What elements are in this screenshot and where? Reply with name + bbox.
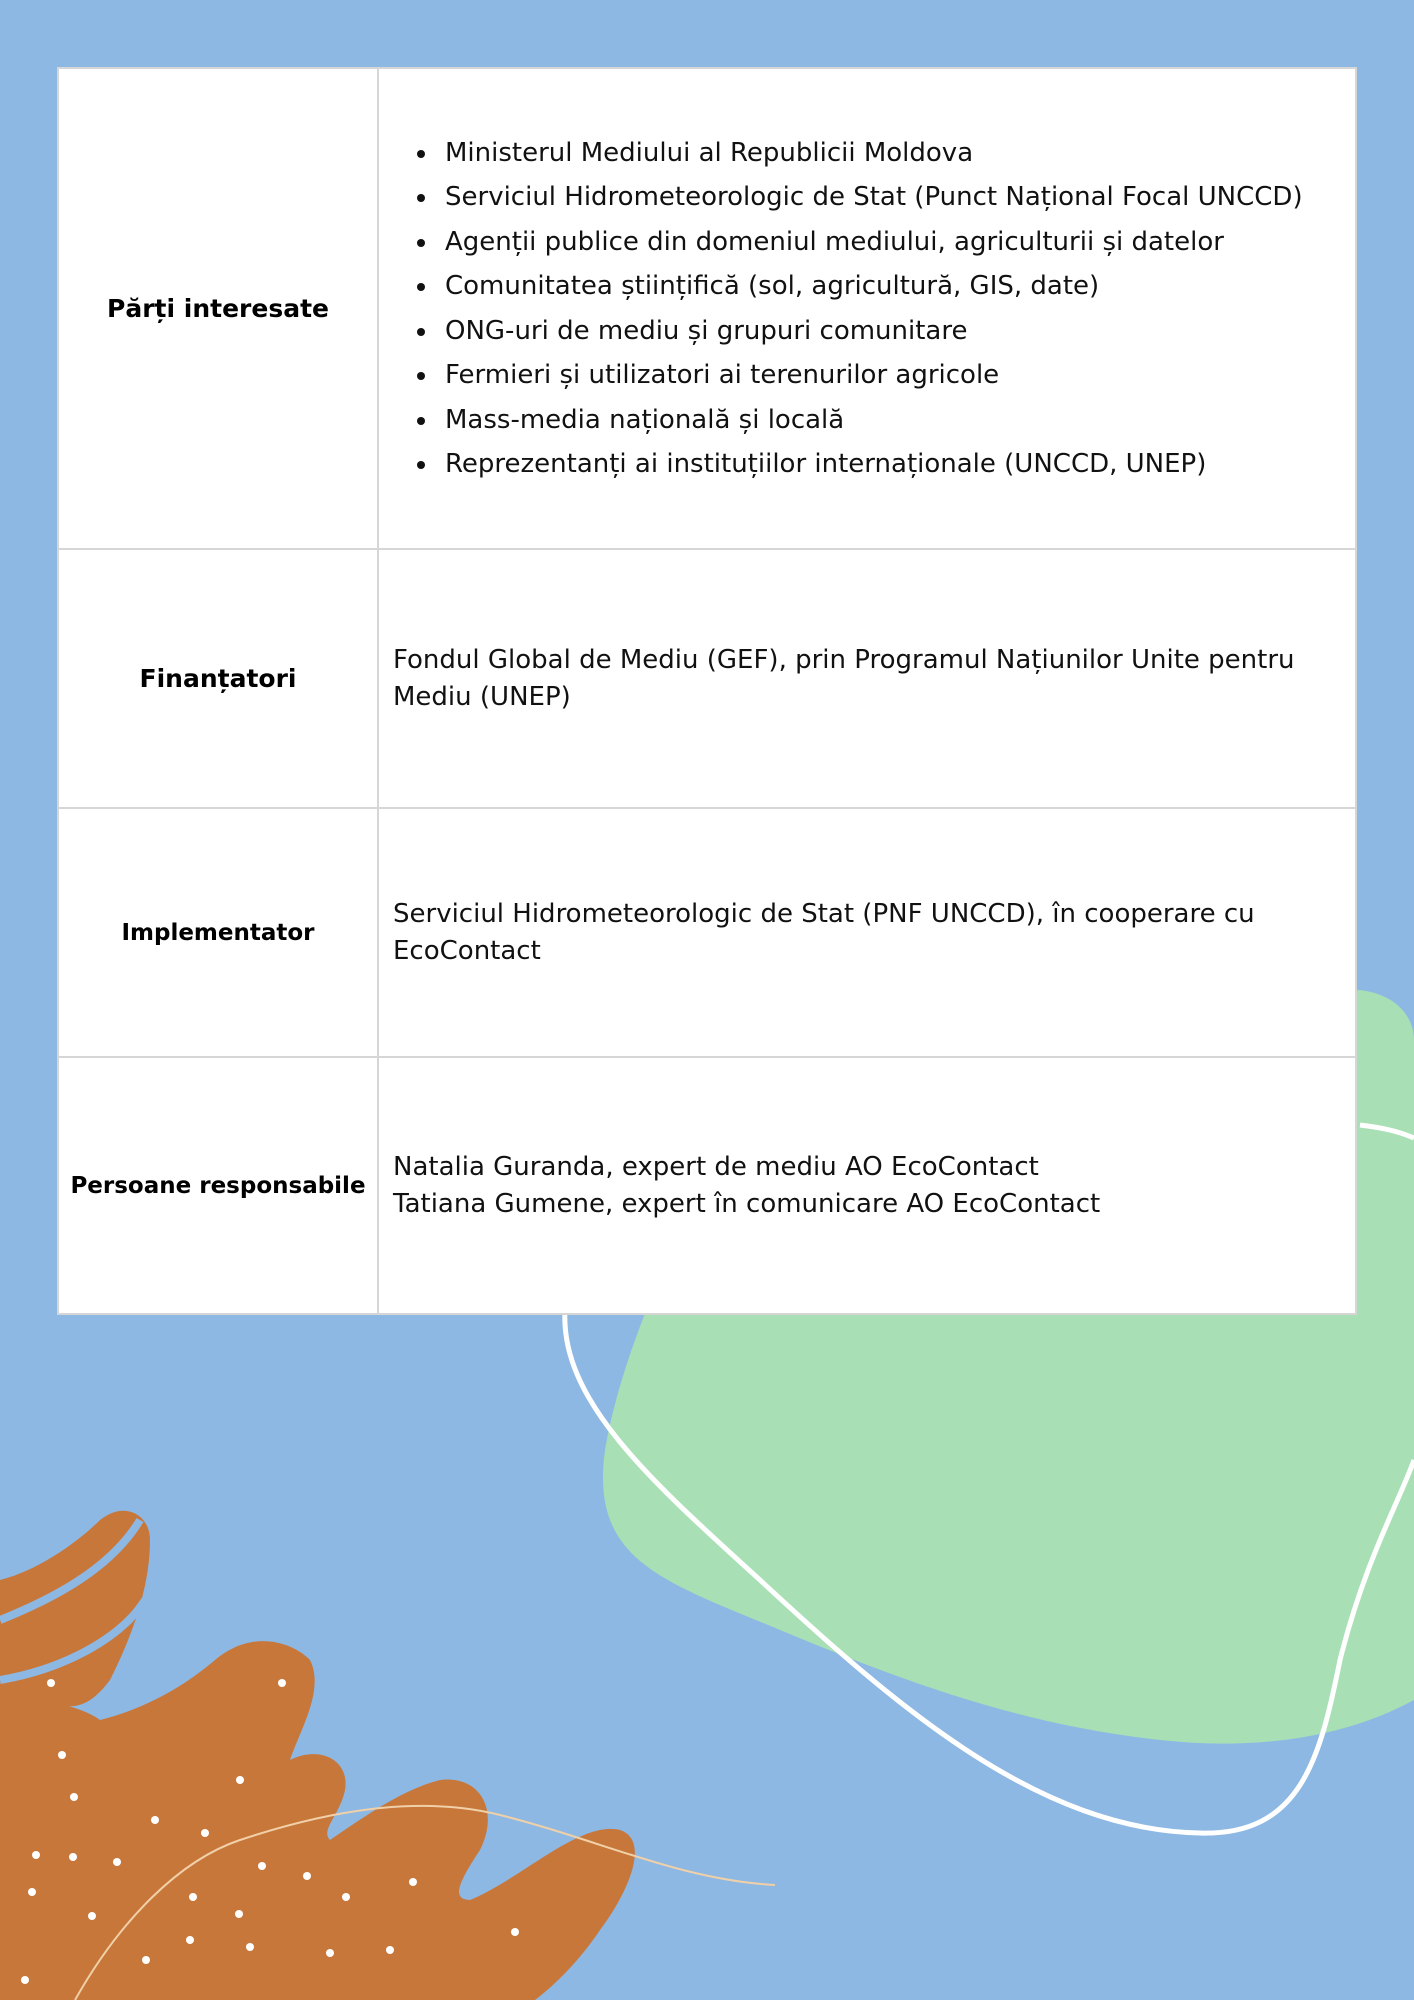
row-content-responsible <box>379 1058 1355 1313</box>
row-label-funders: Finanțatori <box>59 550 379 807</box>
responsible-person-1: Natalia Guranda, expert de mediu AO EcoContact <box>393 1151 1039 1182</box>
list-item: • Fermieri și utilizatori ai terenurilor agricole <box>439 353 1303 398</box>
table-row-implementer <box>59 809 1355 1058</box>
list-item: • Mass-media națională și locală <box>439 398 1303 443</box>
row-content-funders <box>379 550 1355 807</box>
list-item: • Comunitatea științifică (sol, agricultură, GIS, date) <box>439 264 1303 309</box>
row-label-implementer: Implementator <box>59 809 379 1056</box>
funders-text: Fondul Global de Mediu (GEF), prin Programul Națiunilor Unite pentru Mediu (UNEP) <box>393 644 1295 712</box>
row-content-implementer <box>379 809 1355 1056</box>
responsible-person-2: Tatiana Gumene, expert în comunicare AO EcoContact <box>393 1188 1101 1219</box>
row-label-responsible: Persoane responsabile <box>59 1058 379 1313</box>
list-item: • Serviciul Hidrometeorologic de Stat (Punct Național Focal UNCCD) <box>439 175 1303 220</box>
list-item: • ONG-uri de mediu și grupuri comunitare <box>439 309 1303 354</box>
table-row-responsible <box>59 1058 1355 1313</box>
stakeholders-list <box>393 131 1303 487</box>
list-item: • Ministerul Mediului al Republicii Moldova <box>439 131 1303 176</box>
info-table <box>57 67 1357 1315</box>
list-item: • Reprezentanți ai instituțiilor internaționale (UNCCD, UNEP) <box>439 442 1303 487</box>
responsible-persons <box>393 1149 1100 1223</box>
implementer-text: Serviciul Hidrometeorologic de Stat (PNF UNCCD), în cooperare cu EcoContact <box>393 898 1255 966</box>
row-content-stakeholders <box>379 69 1355 548</box>
row-label-stakeholders: Părți interesate <box>59 69 379 548</box>
table-row-funders <box>59 550 1355 809</box>
table-row-stakeholders <box>59 69 1355 550</box>
list-item: • Agenții publice din domeniul mediului, agriculturii și datelor <box>439 220 1303 265</box>
